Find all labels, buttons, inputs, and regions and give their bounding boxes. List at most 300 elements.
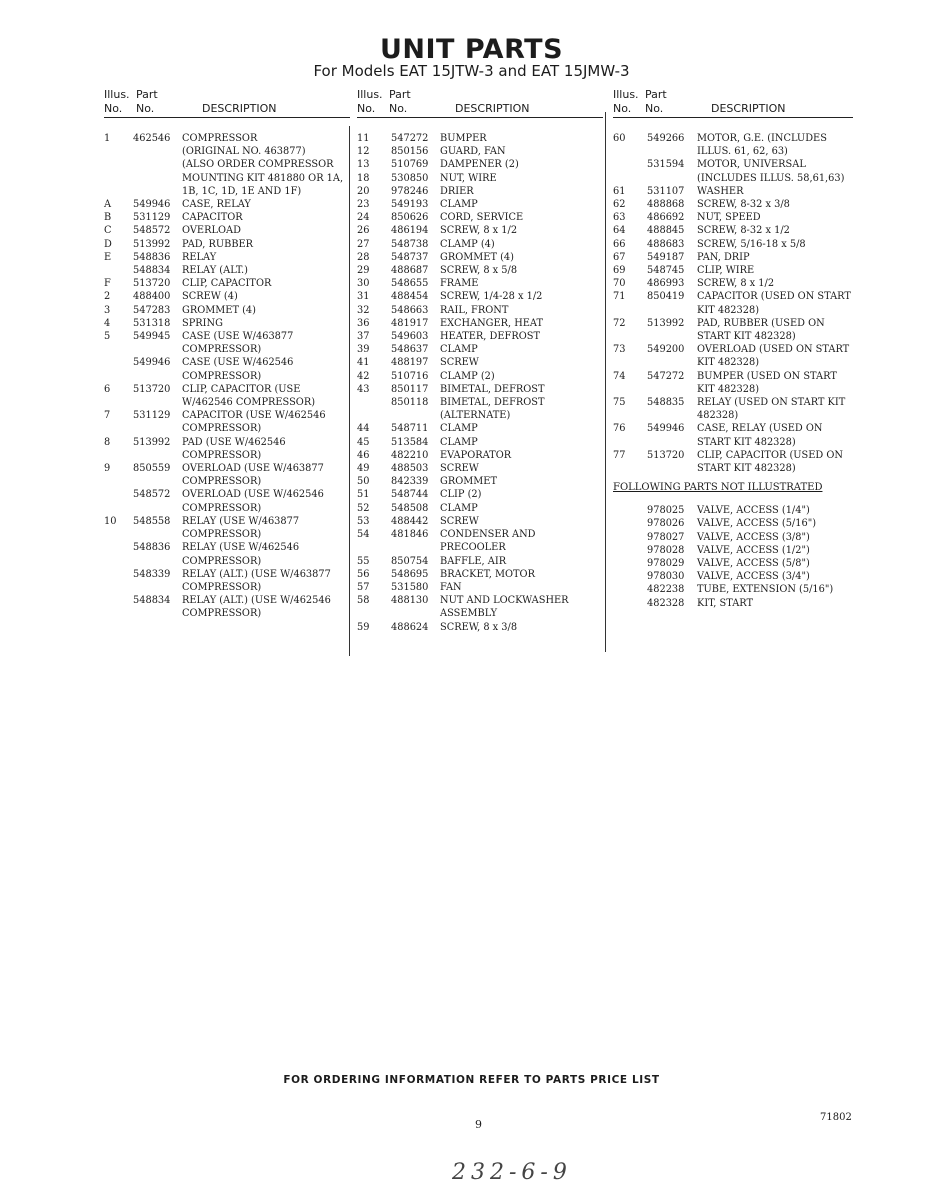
unillustrated-part-row — [613, 557, 853, 570]
part-number: 548738 — [391, 238, 429, 250]
parts-row — [357, 158, 603, 171]
part-description: RELAY (USE W/463877 COMPRESSOR) — [182, 515, 300, 541]
handwritten-note: 232-6-9 — [452, 1160, 572, 1185]
illus-number: 1 — [104, 133, 111, 144]
part-number: 978028 — [647, 544, 685, 556]
illus-number: 55 — [357, 555, 370, 567]
illus-number: 13 — [357, 159, 370, 171]
parts-row — [613, 198, 853, 211]
following-parts-heading: FOLLOWING PARTS NOT ILLUSTRATED — [613, 482, 823, 494]
parts-row — [613, 277, 853, 290]
illus-number: 50 — [357, 476, 370, 488]
illus-number: 28 — [357, 251, 370, 263]
header-description: DESCRIPTION — [202, 102, 277, 115]
illus-number: 18 — [357, 172, 370, 184]
part-number: 548508 — [391, 502, 429, 514]
part-number: 547272 — [391, 133, 429, 144]
illus-number: 69 — [613, 265, 626, 277]
header-illus: Illus. — [104, 88, 130, 101]
document-code: 71802 — [820, 1112, 852, 1123]
parts-column-1 — [104, 86, 350, 621]
parts-row — [104, 264, 350, 277]
part-description: EXCHANGER, HEAT — [440, 317, 543, 329]
part-description: VALVE, ACCESS (3/8") — [697, 531, 810, 543]
parts-row — [357, 581, 603, 594]
part-description: SCREW — [440, 515, 479, 527]
part-description: BAFFLE, AIR — [440, 555, 507, 567]
part-description: PAD (USE W/462546 COMPRESSOR) — [182, 436, 286, 461]
parts-column-2 — [357, 86, 603, 634]
parts-row — [357, 277, 603, 290]
header-illus: Illus. — [613, 88, 639, 101]
illus-number: 29 — [357, 265, 370, 277]
parts-row — [613, 370, 853, 396]
illus-number: 32 — [357, 304, 370, 316]
part-number: 850626 — [391, 212, 429, 224]
part-description: RELAY (ALT.) — [182, 265, 248, 277]
parts-row — [357, 383, 603, 396]
part-number: 548572 — [133, 225, 171, 237]
parts-row — [357, 304, 603, 317]
unillustrated-part-row — [613, 583, 853, 596]
header-illus-no: No. — [104, 102, 123, 115]
illus-number: 64 — [613, 225, 626, 237]
part-description: CAPACITOR (USED ON START KIT 482328) — [697, 291, 851, 316]
parts-row — [613, 211, 853, 224]
parts-row — [613, 290, 853, 316]
page-title: UNIT PARTS — [379, 34, 564, 65]
illus-number: A — [104, 199, 112, 211]
part-number: 842339 — [391, 476, 429, 488]
illus-number: 27 — [357, 238, 370, 250]
part-number: 548558 — [133, 515, 171, 527]
part-description: VALVE, ACCESS (1/2") — [697, 544, 810, 556]
part-description: (ALSO ORDER COMPRESSOR MOUNTING KIT 481880 OR 1A, 1B, 1C, 1D, 1E AND 1F) — [182, 159, 344, 197]
parts-row — [104, 277, 350, 290]
part-number: 548835 — [647, 397, 685, 409]
part-description: OVERLOAD (USE W/462546 COMPRESSOR) — [182, 489, 324, 514]
parts-row — [357, 488, 603, 501]
illus-number: 76 — [613, 423, 626, 435]
part-description: GROMMET (4) — [440, 251, 514, 263]
part-description: BIMETAL, DEFROST (ALTERNATE) — [440, 397, 545, 422]
part-description: CLAMP — [440, 423, 478, 435]
parts-rows — [104, 132, 350, 621]
part-number: 548572 — [133, 489, 171, 501]
part-description: SCREW, 1/4-28 x 1/2 — [440, 291, 543, 303]
parts-row — [104, 224, 350, 237]
part-number: 548834 — [133, 595, 171, 607]
illus-number: 42 — [357, 370, 370, 382]
part-description: NUT, WIRE — [440, 172, 497, 184]
parts-row — [613, 158, 853, 184]
parts-row — [613, 449, 853, 475]
illus-number: 63 — [613, 212, 626, 224]
header-part: Part — [645, 88, 667, 101]
parts-row — [357, 317, 603, 330]
unillustrated-part-row — [613, 517, 853, 530]
illus-number: C — [104, 225, 112, 237]
part-number: 978030 — [647, 571, 685, 583]
column-header — [357, 86, 603, 118]
illus-number: 72 — [613, 317, 626, 329]
part-number: 486993 — [647, 278, 685, 290]
illus-number: 8 — [104, 436, 111, 448]
parts-row — [104, 383, 350, 409]
parts-row — [357, 238, 603, 251]
illus-number: 7 — [104, 410, 111, 422]
part-description: RELAY (USE W/462546 COMPRESSOR) — [182, 542, 300, 567]
part-number: 548637 — [391, 344, 429, 356]
part-description: TUBE, EXTENSION (5/16") — [697, 584, 834, 596]
parts-row — [613, 238, 853, 251]
part-number: 548711 — [391, 423, 429, 435]
part-number: 549945 — [133, 331, 171, 343]
part-description: EVAPORATOR — [440, 449, 512, 461]
illus-number: 58 — [357, 595, 370, 607]
part-description: BIMETAL, DEFROST — [440, 383, 545, 395]
parts-row — [104, 145, 350, 158]
illus-number: D — [104, 238, 112, 250]
header-illus-no: No. — [613, 102, 632, 115]
illus-number: 52 — [357, 502, 370, 514]
illus-number: 71 — [613, 291, 626, 303]
part-number: 531129 — [133, 410, 171, 422]
part-number: 488683 — [647, 238, 685, 250]
part-description: VALVE, ACCESS (5/16") — [697, 518, 817, 530]
part-number: 530850 — [391, 172, 429, 184]
parts-row — [357, 621, 603, 634]
column-divider — [605, 112, 606, 652]
part-description: DRIER — [440, 185, 474, 197]
illus-number: 26 — [357, 225, 370, 237]
part-number: 486194 — [391, 225, 429, 237]
part-number: 513720 — [133, 383, 171, 395]
header-description: DESCRIPTION — [711, 102, 786, 115]
part-number: 488130 — [391, 595, 429, 607]
parts-row — [357, 185, 603, 198]
part-description: CASE (USE W/462546 COMPRESSOR) — [182, 357, 294, 382]
part-number: 850754 — [391, 555, 429, 567]
part-description: CLAMP (2) — [440, 370, 495, 382]
parts-row — [613, 224, 853, 237]
part-description: RELAY (USED ON START KIT 482328) — [697, 397, 846, 422]
part-number: 548663 — [391, 304, 429, 316]
part-description: PAD, RUBBER — [182, 238, 254, 250]
part-description: WASHER — [697, 185, 744, 197]
parts-row — [104, 488, 350, 514]
part-description: CLAMP (4) — [440, 238, 495, 250]
part-description: DAMPENER (2) — [440, 159, 519, 171]
part-number: 462546 — [133, 133, 171, 144]
illus-number: 4 — [104, 317, 111, 329]
part-description: CLIP, WIRE — [697, 265, 755, 277]
part-description: SCREW, 8-32 x 3/8 — [697, 199, 790, 211]
illus-number: 31 — [357, 291, 370, 303]
parts-row — [613, 343, 853, 369]
part-description: CASE, RELAY (USED ON START KIT 482328) — [697, 423, 823, 448]
part-description: CASE (USE W/463877 COMPRESSOR) — [182, 331, 294, 356]
illus-number: 41 — [357, 357, 370, 369]
illus-number: 46 — [357, 449, 370, 461]
part-number: 481846 — [391, 529, 429, 541]
part-number: 481917 — [391, 317, 429, 329]
part-description: COMPRESSOR — [182, 133, 258, 144]
parts-row — [357, 396, 603, 422]
unillustrated-part-row — [613, 570, 853, 583]
part-number: 510716 — [391, 370, 429, 382]
part-description: SCREW, 8 x 5/8 — [440, 265, 518, 277]
part-number: 850156 — [391, 146, 429, 158]
illus-number: 77 — [613, 449, 626, 461]
part-number: 548836 — [133, 251, 171, 263]
part-description: SCREW (4) — [182, 291, 238, 303]
illus-number: 30 — [357, 278, 370, 290]
header-description: DESCRIPTION — [455, 102, 530, 115]
parts-row — [357, 370, 603, 383]
part-number: 547272 — [647, 370, 685, 382]
part-number: 513992 — [133, 436, 171, 448]
parts-row — [104, 211, 350, 224]
part-number: 486692 — [647, 212, 685, 224]
header-part-no: No. — [136, 102, 155, 115]
part-description: CORD, SERVICE — [440, 212, 524, 224]
parts-row — [104, 356, 350, 382]
part-description: VALVE, ACCESS (5/8") — [697, 558, 810, 570]
parts-row — [357, 290, 603, 303]
part-number: 549266 — [647, 133, 685, 144]
illus-number: 57 — [357, 581, 370, 593]
part-number: 850117 — [391, 383, 429, 395]
illus-number: F — [104, 278, 111, 290]
illus-number: 62 — [613, 199, 626, 211]
illus-number: 43 — [357, 383, 370, 395]
part-number: 488845 — [647, 225, 685, 237]
part-description: CASE, RELAY — [182, 199, 251, 211]
ordering-info-footer: FOR ORDERING INFORMATION REFER TO PARTS PRICE LIST — [283, 1074, 660, 1086]
header-illus-no: No. — [357, 102, 376, 115]
following-parts-list — [613, 504, 853, 610]
parts-row — [357, 449, 603, 462]
parts-row — [357, 594, 603, 620]
part-description: (ORIGINAL NO. 463877) — [182, 146, 306, 158]
part-number: 549193 — [391, 199, 429, 211]
illus-number: 24 — [357, 212, 370, 224]
unillustrated-part-row — [613, 531, 853, 544]
parts-row — [104, 436, 350, 462]
part-description: SCREW — [440, 357, 479, 369]
parts-row — [104, 330, 350, 356]
parts-row — [613, 251, 853, 264]
part-description: VALVE, ACCESS (3/4") — [697, 571, 810, 583]
page-number: 9 — [475, 1118, 482, 1131]
illus-number: 75 — [613, 397, 626, 409]
illus-number: 61 — [613, 185, 626, 197]
part-number: 488624 — [391, 621, 429, 633]
part-number: 488454 — [391, 291, 429, 303]
header-part-no: No. — [645, 102, 664, 115]
parts-row — [357, 343, 603, 356]
part-description: NUT AND LOCKWASHER ASSEMBLY — [440, 595, 569, 620]
part-description: PAN, DRIP — [697, 251, 750, 263]
parts-row — [357, 502, 603, 515]
unillustrated-part-row — [613, 504, 853, 517]
illus-number: 12 — [357, 146, 370, 158]
part-description: CLIP (2) — [440, 489, 482, 501]
illus-number: 59 — [357, 621, 370, 633]
parts-row — [104, 251, 350, 264]
illus-number: 11 — [357, 133, 370, 144]
parts-row — [104, 515, 350, 541]
parts-row — [357, 330, 603, 343]
part-number: 549603 — [391, 331, 429, 343]
illus-number: 6 — [104, 383, 111, 395]
header-illus: Illus. — [357, 88, 383, 101]
illus-number: 60 — [613, 133, 626, 144]
unillustrated-part-row — [613, 597, 853, 610]
parts-row — [357, 515, 603, 528]
parts-row — [357, 462, 603, 475]
illus-number: 44 — [357, 423, 370, 435]
part-number: 548737 — [391, 251, 429, 263]
part-description: BUMPER — [440, 133, 487, 144]
parts-row — [357, 264, 603, 277]
part-number: 850118 — [391, 397, 429, 409]
page-subtitle: For Models EAT 15JTW-3 and EAT 15JMW-3 — [313, 62, 630, 80]
part-number: 548836 — [133, 542, 171, 554]
illus-number: 66 — [613, 238, 626, 250]
parts-row — [613, 185, 853, 198]
part-number: 513584 — [391, 436, 429, 448]
part-number: 978027 — [647, 531, 685, 543]
illus-number: 2 — [104, 291, 111, 303]
parts-row — [613, 422, 853, 448]
part-number: 548744 — [391, 489, 429, 501]
part-description: NUT, SPEED — [697, 212, 761, 224]
part-number: 548655 — [391, 278, 429, 290]
part-number: 482238 — [647, 584, 685, 596]
illus-number: 67 — [613, 251, 626, 263]
part-number: 547283 — [133, 304, 171, 316]
part-description: GROMMET (4) — [182, 304, 256, 316]
part-description: VALVE, ACCESS (1/4") — [697, 505, 810, 517]
part-number: 531107 — [647, 185, 685, 197]
parts-row — [104, 409, 350, 435]
unillustrated-part-row — [613, 544, 853, 557]
part-number: 549946 — [647, 423, 685, 435]
parts-row — [104, 158, 350, 198]
illus-number: 73 — [613, 344, 626, 356]
part-number: 513992 — [133, 238, 171, 250]
illus-number: 5 — [104, 331, 111, 343]
part-description: OVERLOAD (USED ON START KIT 482328) — [697, 344, 850, 369]
part-number: 482210 — [391, 449, 429, 461]
part-description: GROMMET — [440, 476, 497, 488]
part-number: 531318 — [133, 317, 171, 329]
parts-row — [357, 436, 603, 449]
part-description: SCREW, 8 x 1/2 — [440, 225, 518, 237]
part-description: FRAME — [440, 278, 479, 290]
part-description: CLAMP — [440, 436, 478, 448]
part-number: 549200 — [647, 344, 685, 356]
part-description: MOTOR, G.E. (INCLUDES ILLUS. 61, 62, 63) — [697, 133, 827, 158]
illus-number: 51 — [357, 489, 370, 501]
part-number: 488868 — [647, 199, 685, 211]
part-number: 513720 — [647, 449, 685, 461]
parts-row — [104, 238, 350, 251]
parts-row — [104, 304, 350, 317]
header-part-no: No. — [389, 102, 408, 115]
part-description: SCREW, 8 x 1/2 — [697, 278, 775, 290]
part-description: SPRING — [182, 317, 223, 329]
part-number: 531129 — [133, 212, 171, 224]
parts-row — [104, 198, 350, 211]
part-number: 549187 — [647, 251, 685, 263]
illus-number: E — [104, 251, 112, 263]
illus-number: 39 — [357, 344, 370, 356]
part-number: 488687 — [391, 265, 429, 277]
part-number: 513992 — [647, 317, 685, 329]
column-header — [613, 86, 853, 118]
part-description: RELAY — [182, 251, 217, 263]
part-description: SCREW — [440, 463, 479, 475]
part-number: 548834 — [133, 265, 171, 277]
part-description: OVERLOAD (USE W/463877 COMPRESSOR) — [182, 463, 324, 488]
part-description: CONDENSER AND PRECOOLER — [440, 529, 536, 554]
part-number: 978029 — [647, 558, 685, 570]
illus-number: 20 — [357, 185, 370, 197]
illus-number: 45 — [357, 436, 370, 448]
parts-row — [104, 462, 350, 488]
illus-number: 9 — [104, 463, 111, 475]
part-description: RELAY (ALT.) (USE W/462546 COMPRESSOR) — [182, 595, 331, 620]
parts-row — [357, 198, 603, 211]
part-number: 531594 — [647, 159, 685, 171]
parts-row — [357, 251, 603, 264]
parts-rows — [357, 132, 603, 634]
part-description: BUMPER (USED ON START KIT 482328) — [697, 370, 837, 395]
part-number: 978025 — [647, 505, 685, 517]
part-number: 548745 — [647, 265, 685, 277]
parts-row — [357, 528, 603, 554]
part-description: OVERLOAD — [182, 225, 241, 237]
illus-number: 23 — [357, 199, 370, 211]
illus-number: B — [104, 212, 112, 224]
part-number: 482328 — [647, 597, 685, 609]
parts-row — [357, 145, 603, 158]
part-description: CLAMP — [440, 344, 478, 356]
parts-row — [613, 396, 853, 422]
part-number: 488400 — [133, 291, 171, 303]
part-description: GUARD, FAN — [440, 146, 506, 158]
parts-row — [357, 555, 603, 568]
illus-number: 10 — [104, 515, 117, 527]
parts-row — [357, 211, 603, 224]
illus-number: 74 — [613, 370, 626, 382]
illus-number: 36 — [357, 317, 370, 329]
illus-number: 56 — [357, 568, 370, 580]
parts-row — [104, 541, 350, 567]
part-description: PAD, RUBBER (USED ON START KIT 482328) — [697, 317, 825, 343]
part-number: 531580 — [391, 581, 429, 593]
parts-row — [357, 132, 603, 145]
part-number: 850559 — [133, 463, 171, 475]
illus-number: 37 — [357, 331, 370, 343]
parts-row — [357, 475, 603, 488]
part-description: CLIP, CAPACITOR — [182, 278, 272, 290]
parts-row — [104, 568, 350, 594]
part-number: 850419 — [647, 291, 685, 303]
